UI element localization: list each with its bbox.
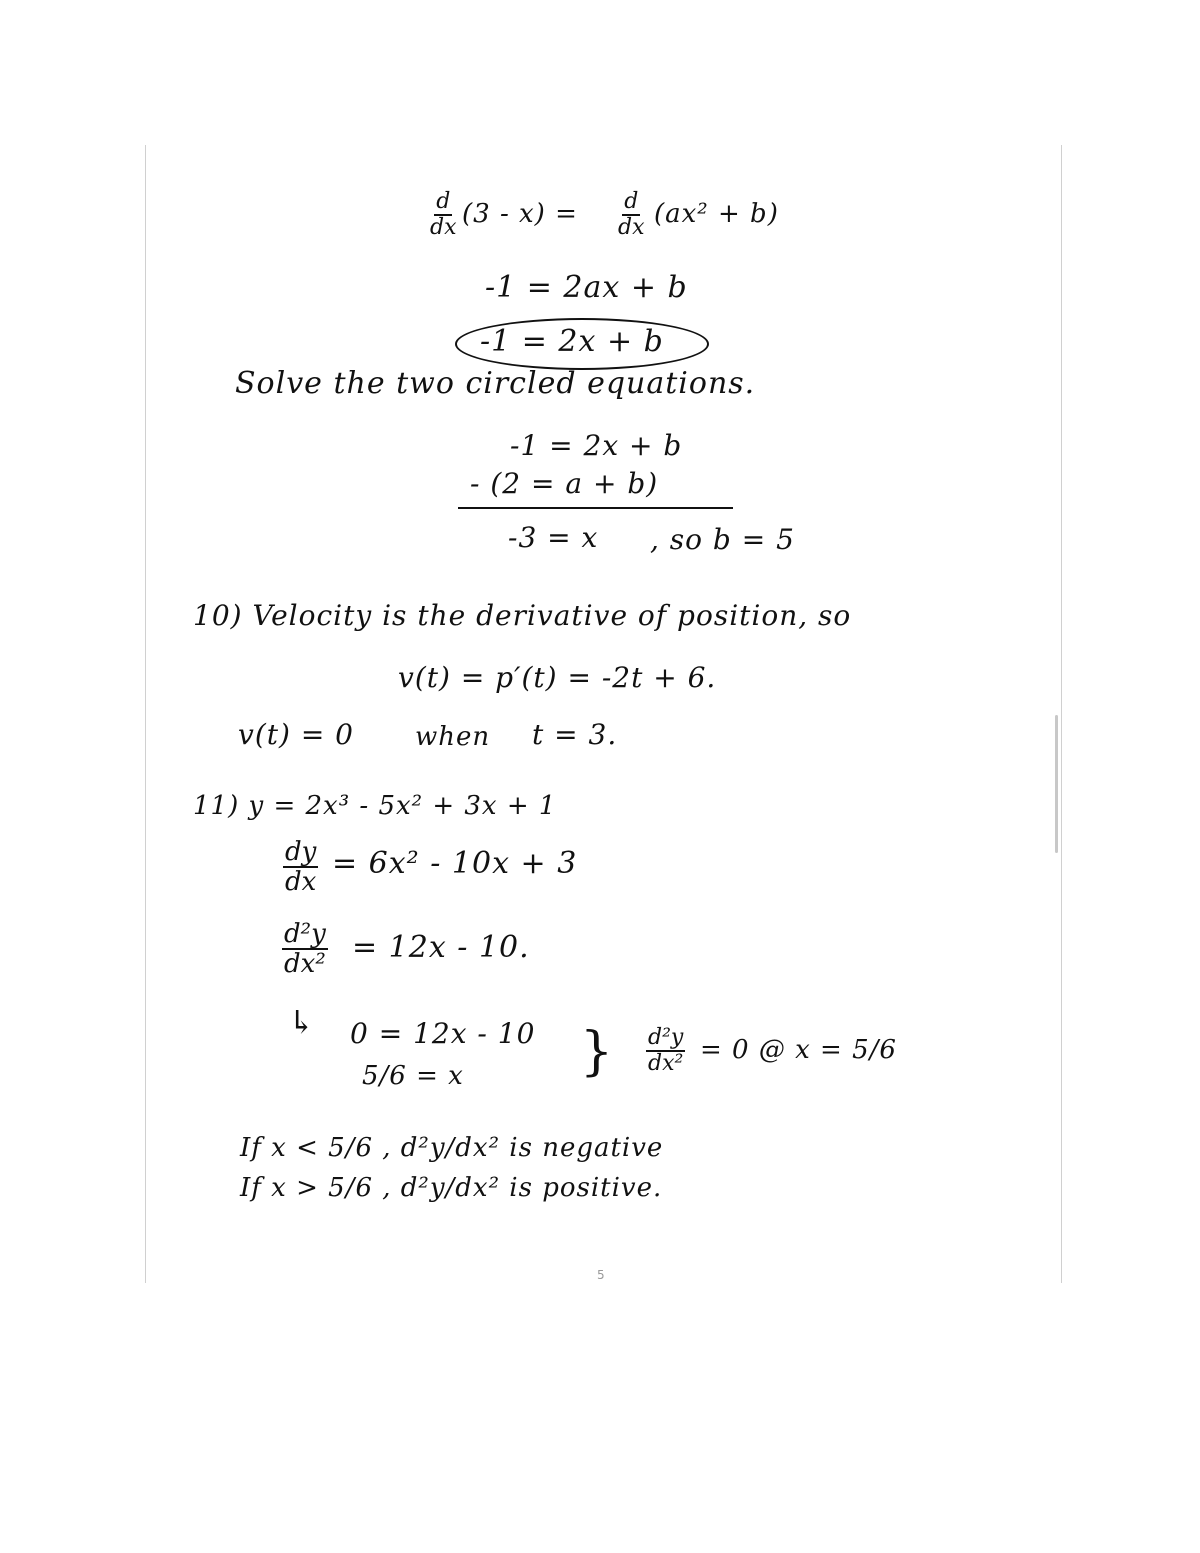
concavity-negative: If x < 5/6 , d²y/dx² is negative bbox=[240, 1133, 664, 1163]
velocity-time: t = 3. bbox=[532, 718, 618, 751]
arrow-icon: ↳ bbox=[288, 1003, 316, 1041]
frac-numerator: dy bbox=[285, 837, 317, 867]
inflection-equation: 0 = 12x - 10 bbox=[350, 1017, 536, 1050]
problem-11-function: 11) y = 2x³ - 5x² + 3x + 1 bbox=[193, 791, 557, 821]
frac-denominator: dx² bbox=[284, 949, 326, 979]
elimination-line-1: -1 = 2x + b bbox=[510, 429, 683, 462]
velocity-when: when bbox=[415, 722, 491, 752]
frac-numerator: d²y bbox=[648, 1025, 684, 1050]
second-derivative-result-symbol bbox=[646, 1026, 685, 1076]
derivative-operator-left bbox=[428, 190, 459, 240]
instruction-text: Solve the two circled equations. bbox=[235, 366, 756, 401]
circled-equation: -1 = 2x + b bbox=[480, 324, 664, 359]
velocity-equation: v(t) = p′(t) = -2t + 6. bbox=[398, 661, 717, 694]
frac-denominator: dx bbox=[618, 215, 645, 240]
inflection-solution: 5/6 = x bbox=[362, 1061, 464, 1091]
frac-denominator: dx bbox=[430, 215, 457, 240]
frac-denominator: dx² bbox=[648, 1051, 684, 1076]
concavity-positive: If x > 5/6 , d²y/dx² is positive. bbox=[240, 1173, 663, 1203]
equation-line-1-end: (ax² + b) bbox=[654, 199, 779, 229]
frac-denominator: dx bbox=[285, 867, 317, 897]
first-derivative-expression: = 6x² - 10x + 3 bbox=[332, 846, 578, 881]
equation-line-1-middle: (3 - x) = bbox=[462, 199, 578, 229]
first-derivative-symbol bbox=[283, 838, 318, 896]
second-derivative-expression: = 12x - 10. bbox=[352, 930, 530, 965]
frac-numerator: d bbox=[436, 189, 451, 214]
derivative-operator-right bbox=[616, 190, 647, 240]
frac-numerator: d²y bbox=[284, 919, 326, 949]
scrollbar-thumb[interactable] bbox=[1055, 715, 1058, 853]
elimination-line-2: - (2 = a + b) bbox=[470, 467, 659, 500]
page-number: 5 bbox=[597, 1268, 605, 1282]
inflection-result: = 0 @ x = 5/6 bbox=[700, 1035, 897, 1065]
problem-10-statement: 10) Velocity is the derivative of position, so bbox=[193, 599, 852, 632]
velocity-zero: v(t) = 0 bbox=[238, 718, 354, 751]
frac-numerator: d bbox=[624, 189, 639, 214]
second-derivative-symbol bbox=[282, 920, 328, 978]
equation-line-2: -1 = 2ax + b bbox=[485, 270, 688, 305]
elimination-result: -3 = x bbox=[508, 521, 599, 554]
brace-icon: } bbox=[580, 1022, 615, 1082]
subtraction-rule bbox=[458, 507, 733, 509]
document-page bbox=[145, 145, 1062, 1283]
elimination-conclusion: , so b = 5 bbox=[650, 523, 795, 556]
